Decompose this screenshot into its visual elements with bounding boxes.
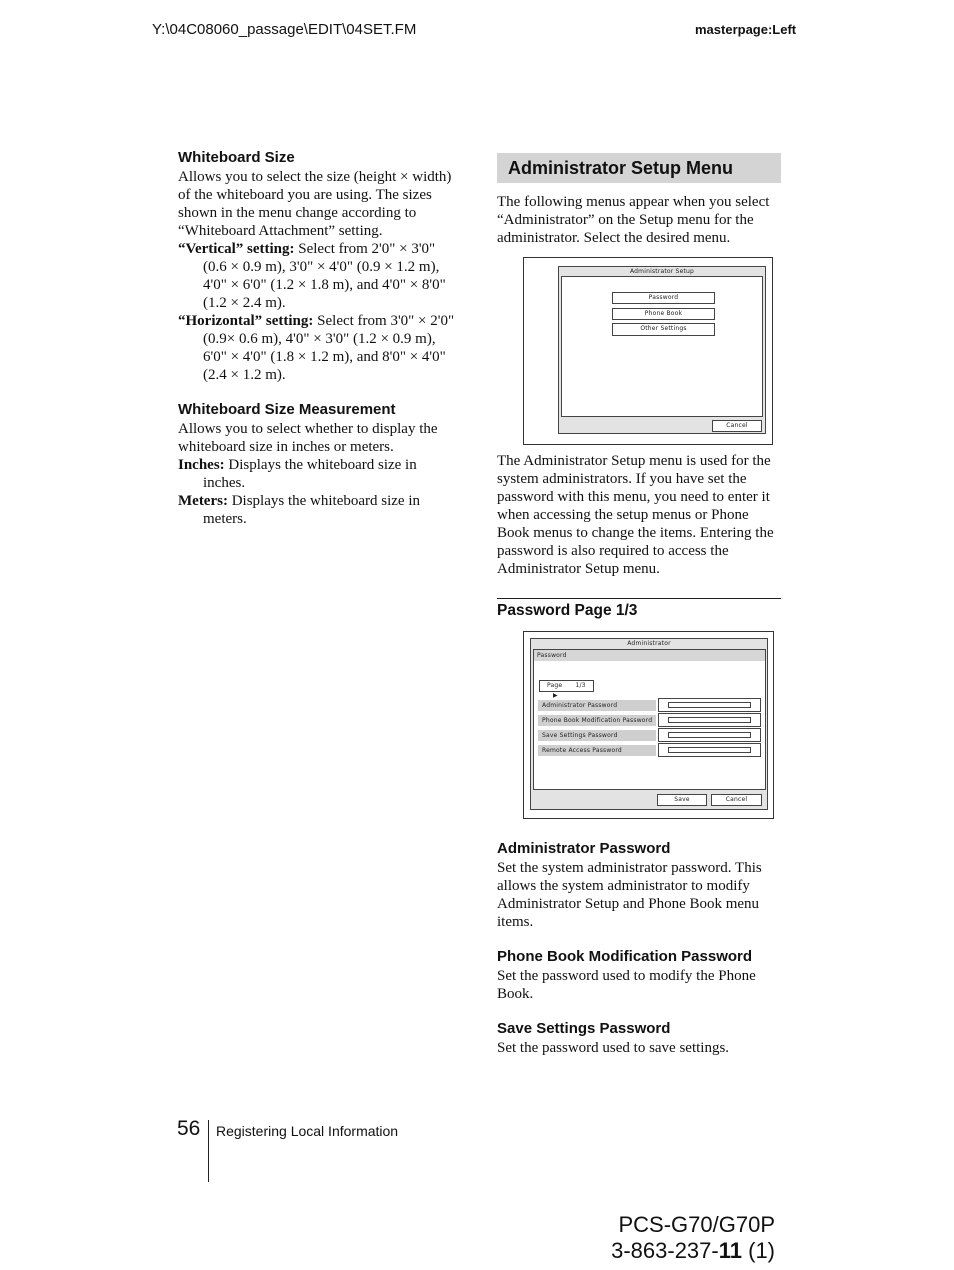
document-code-prefix: 3-863-237- [611,1238,719,1263]
horizontal-setting-label: “Horizontal” setting: [178,313,314,329]
admin-setup-panel [561,276,763,417]
save-password-heading: Save Settings Password [497,1020,671,1037]
password-tab-label: Password [537,652,567,659]
masterpage-label: masterpage:Left [695,22,797,37]
meters-text: Displays the whiteboard size in meters. [203,493,421,527]
other-settings-menu-button[interactable]: Other Settings [612,323,715,336]
page-number: 56 [177,1117,201,1140]
vertical-setting-text: Select from 2'0" × 3'0" (0.6 × 0.9 m), 3'0" × 4'0" (0.9 × 1.2 m), 4'0" × 6'0" (1.2 × 1.8 m), and 4'0" × 8'0" (1.2 × 2.4 m). [203,241,446,311]
admin-password-text: Set the system administrator password. This allows the system administrator to modify Administrator Setup and Phone Book menu items. [497,860,762,930]
admin-setup-description: The Administrator Setup menu is used for the system administrators. If you have set the password with this menu, you need to enter it when accessing the setup menus or Phone Book menus to change the items. Entering the password is also required to access the Administrator Setup menu. [497,453,774,577]
admin-setup-intro: The following menus appear when you select “Administrator” on the Setup menu for the administrator. Select the desired menu. [497,194,770,246]
password-panel [533,649,766,790]
vertical-setting-item [178,240,460,312]
inches-item [178,456,460,492]
save-settings-password-label: Save Settings Password [538,730,656,741]
phone-book-password-label: Phone Book Modification Password [538,715,656,726]
horizontal-setting-item [178,312,460,384]
admin-setup-screenshot [523,257,773,445]
password-menu-button[interactable]: Password [612,292,715,304]
admin-setup-window-title: Administrator Setup [629,268,695,275]
password-page-heading: Password Page 1/3 [497,602,638,619]
remote-access-password-label: Remote Access Password [538,745,656,756]
inches-label: Inches: [178,457,225,473]
remote-access-password-field[interactable] [658,743,761,757]
footer-section-name: Registering Local Information [216,1123,399,1139]
document-code-suffix: (1) [742,1238,775,1263]
phone-book-menu-button[interactable]: Phone Book [612,308,715,320]
cancel-button[interactable]: Cancel [712,420,762,432]
left-column [178,148,460,528]
cancel-button-2[interactable]: Cancel [711,794,762,806]
page-next-arrow-icon[interactable]: ▶ [553,692,558,699]
phone-book-password-field[interactable] [658,713,761,727]
admin-password-field[interactable] [658,698,761,712]
model-name: PCS-G70/G70P [618,1212,775,1237]
password-tab-bar [534,650,765,661]
meters-label: Meters: [178,493,228,509]
vertical-setting-label: “Vertical” setting: [178,241,295,257]
admin-setup-window [558,266,766,434]
page-selector-value: 1/3 [575,682,586,689]
whiteboard-measure-heading: Whiteboard Size Measurement [178,401,396,418]
footer-divider [208,1120,209,1182]
section-title: Administrator Setup Menu [497,153,781,183]
file-path-header: Y:\04C08060_passage\EDIT\04SET.FM [152,21,417,38]
administrator-window-title: Administrator [627,640,671,647]
save-password-text: Set the password used to save settings. [497,1040,730,1056]
horizontal-setting-text: Select from 3'0" × 2'0" (0.9× 0.6 m), 4'0" × 3'0" (1.2 × 0.9 m), 6'0" × 4'0" (1.8 × 1.2 m), and 8'0" × 4'0" (2.4 × 1.2 m). [203,313,455,383]
phonebook-password-text: Set the password used to modify the Phone Book. [497,968,756,1002]
admin-password-heading: Administrator Password [497,840,671,857]
page-selector[interactable] [539,680,594,699]
whiteboard-size-heading: Whiteboard Size [178,149,295,166]
password-screenshot [523,631,774,819]
whiteboard-measure-intro: Allows you to select whether to display the whiteboard size in inches or meters. [178,421,438,455]
administrator-window [530,638,768,810]
meters-item [178,492,460,528]
whiteboard-size-intro: Allows you to select the size (height × width) of the whiteboard you are using. The sizes shown in the menu change according to “Whiteboard Attachment” setting. [178,169,452,239]
right-column [497,153,781,1057]
inches-text: Displays the whiteboard size in inches. [203,457,417,491]
page-selector-label: Page [547,682,563,689]
document-code [560,1238,775,1264]
save-settings-password-field[interactable] [658,728,761,742]
document-code-revision: 11 [718,1238,742,1263]
phonebook-password-heading: Phone Book Modification Password [497,948,753,965]
admin-password-label: Administrator Password [538,700,656,711]
save-button[interactable]: Save [657,794,707,806]
model-info [560,1212,775,1264]
